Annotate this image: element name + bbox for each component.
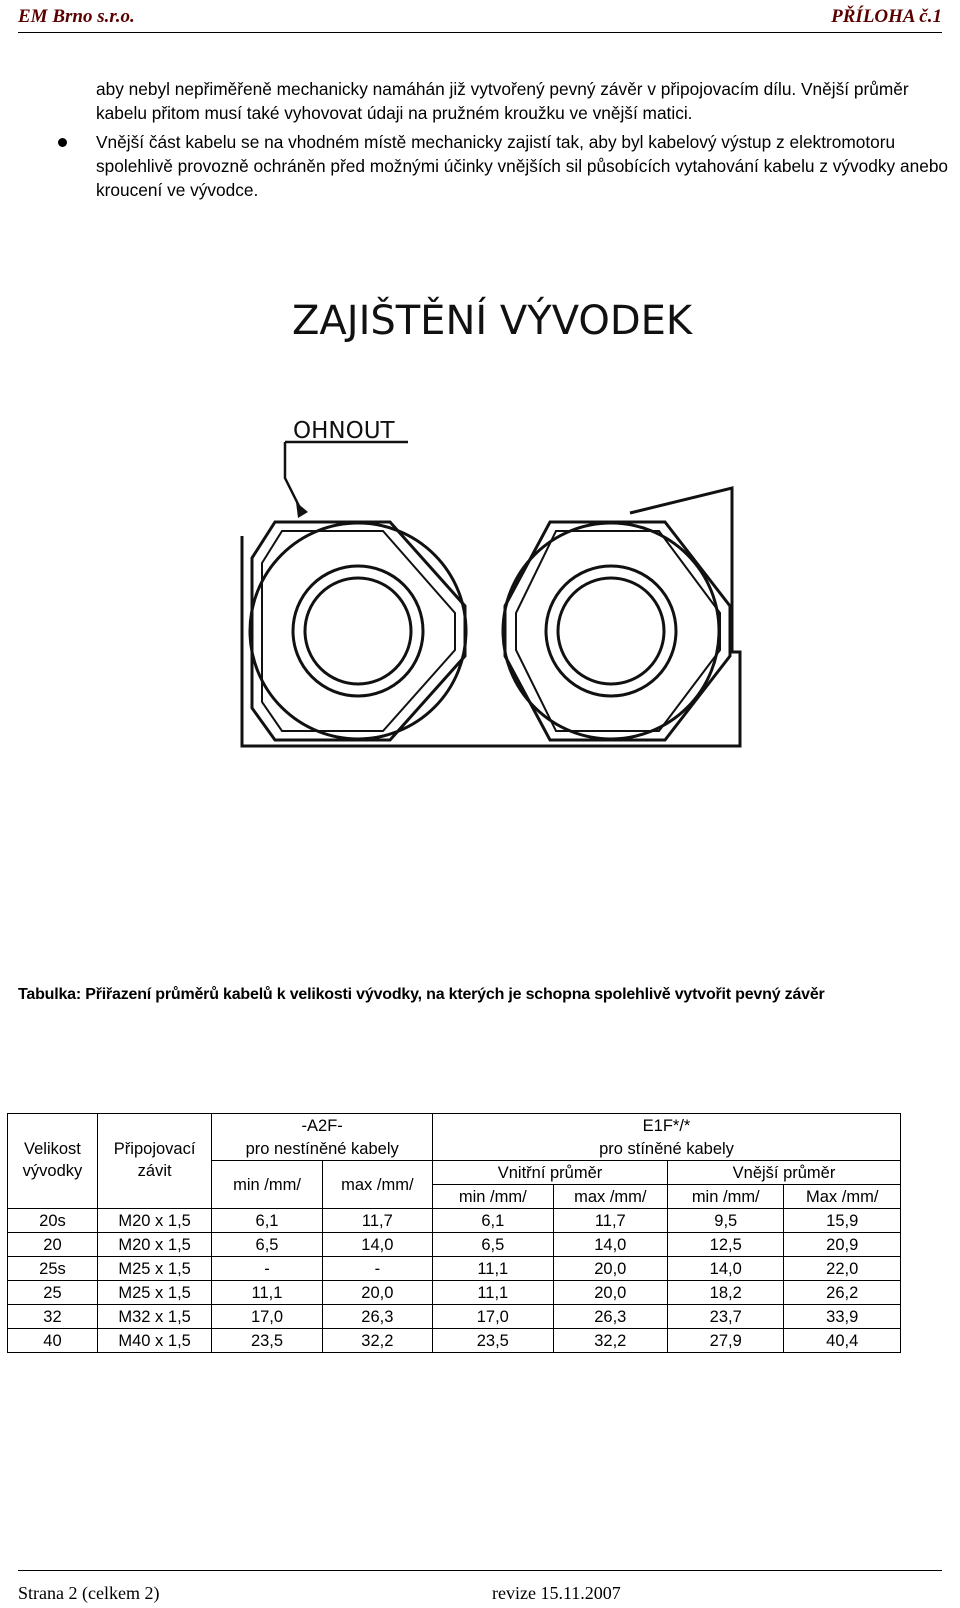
arrow-head-icon [296,502,308,518]
table-cell: 17,0 [212,1305,322,1329]
header-outer: Vnější průměr [668,1161,901,1185]
table-cell: 11,1 [433,1281,554,1305]
header-a2f-sub: pro nestíněné kabely [212,1137,433,1161]
table-cell: 40,4 [784,1329,901,1353]
table-row [8,1257,901,1281]
revision-date: revize 15.11.2007 [492,1583,621,1603]
table-cell: 20,0 [553,1281,667,1305]
table-cell: 12,5 [668,1233,784,1257]
table-row [8,1329,901,1353]
header-a2f-max: max /mm/ [322,1161,432,1209]
table-cell: M20 x 1,5 [97,1209,211,1233]
table-cell: M25 x 1,5 [97,1281,211,1305]
table-cell: 20,0 [553,1257,667,1281]
header-a2f: -A2F- [212,1114,433,1138]
table-cell: 6,5 [433,1233,554,1257]
table-caption: Tabulka: Přiřazení průměrů kabelů k velikosti vývodky, na kterých je schopna spolehlivě vytvořit pevný závěr [18,986,825,1003]
header-e1f: E1F*/* [433,1114,901,1138]
drawing-label: OHNOUT [293,418,395,444]
cable-diameter-table [7,1113,901,1353]
table-cell: 18,2 [668,1281,784,1305]
header-outer-min: min /mm/ [668,1185,784,1209]
table-cell: 25 [8,1281,98,1305]
table-cell: 26,3 [553,1305,667,1329]
table-cell: 14,0 [553,1233,667,1257]
table-cell: 20s [8,1209,98,1233]
table-cell: 23,5 [212,1329,322,1353]
table-cell: M32 x 1,5 [97,1305,211,1329]
table-cell: 11,1 [212,1281,322,1305]
table-cell: 27,9 [668,1329,784,1353]
table-cell: - [212,1257,322,1281]
table-cell: 6,1 [433,1209,554,1233]
header-e1f-sub: pro stíněné kabely [433,1137,901,1161]
table-cell: 20,9 [784,1233,901,1257]
table-cell: 20 [8,1233,98,1257]
table-cell: 6,5 [212,1233,322,1257]
header-size: Velikost vývodky [8,1114,98,1209]
table-cell: 33,9 [784,1305,901,1329]
header-thread: Připojovací závit [97,1114,211,1209]
table-cell: 40 [8,1329,98,1353]
cable-gland-drawing [200,268,760,768]
page-header [18,6,942,33]
table-cell: 32 [8,1305,98,1329]
table-row [8,1233,901,1257]
table-cell: 17,0 [433,1305,554,1329]
table-cell: - [322,1257,432,1281]
table-cell: 32,2 [322,1329,432,1353]
table-cell: M25 x 1,5 [97,1257,211,1281]
table-row [8,1305,901,1329]
company-name: EM Brno s.r.o. [18,6,135,27]
paragraph-continued: aby nebyl nepřiměřeně mechanicky namáhán již vytvořený pevný závěr v připojovacím dílu. Vnější průměr kabelu přitom musí také vyhovovat údaji na pružném kroužku ve vnější matici. [96,79,909,123]
header-inner-min: min /mm/ [433,1185,554,1209]
table-row [8,1209,901,1233]
header-inner-max: max /mm/ [553,1185,667,1209]
table-cell: 14,0 [322,1233,432,1257]
table-cell: M20 x 1,5 [97,1233,211,1257]
page-number: Strana 2 (celkem 2) [18,1583,160,1603]
table-cell: 20,0 [322,1281,432,1305]
header-inner: Vnitřní průměr [433,1161,668,1185]
table-cell: 15,9 [784,1209,901,1233]
annex-label: PŘÍLOHA č.1 [831,6,942,27]
header-a2f-min: min /mm/ [212,1161,322,1209]
table-cell: 26,3 [322,1305,432,1329]
table-cell: 6,1 [212,1209,322,1233]
table-cell: 25s [8,1257,98,1281]
paragraph-bullet: Vnější část kabelu se na vhodném místě mechanicky zajistí tak, aby byl kabelový výstup z elektromotoru spolehlivě provozně ochráněn před možnými účinky vnějších sil působících vytahování kabelu z vývodky anebo kroucení ve vývodce. [96,132,949,200]
header-outer-max: Max /mm/ [784,1185,901,1209]
table-cell: 32,2 [553,1329,667,1353]
table-cell: 14,0 [668,1257,784,1281]
table-cell: 11,7 [553,1209,667,1233]
table-cell: 26,2 [784,1281,901,1305]
bullet-icon [58,138,67,147]
table-cell: 22,0 [784,1257,901,1281]
drawing-title: ZAJIŠTĚNÍ VÝVODEK [292,298,693,344]
table-cell: 23,5 [433,1329,554,1353]
table-cell: 9,5 [668,1209,784,1233]
table-cell: 23,7 [668,1305,784,1329]
table-cell: 11,7 [322,1209,432,1233]
page-footer [18,1570,942,1607]
table-cell: 11,1 [433,1257,554,1281]
table-row [8,1281,901,1305]
table-cell: M40 x 1,5 [97,1329,211,1353]
